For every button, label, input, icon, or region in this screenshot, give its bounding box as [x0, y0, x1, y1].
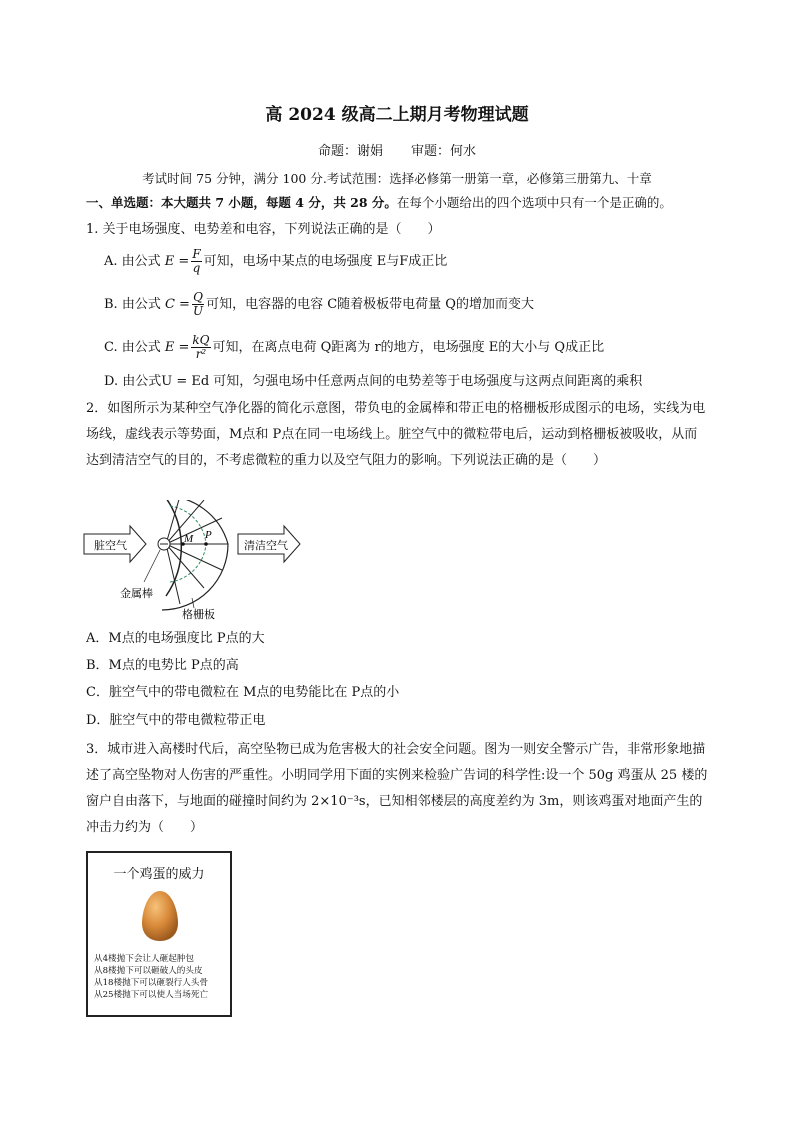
- q2-stem: 2．如图所示为某种空气净化器的简化示意图，带负电的金属棒和带正电的格栅板形成图示的电场，实线为电场线，虚线表示等势面，M点和 P点在同一电场线上。脏空气中的微粒带电后，运动到格栅板被吸收，从而达到清洁空气的目的，不考虑微粒的重力以及空气阻力的影响。下列说法正确的是（ ）: [86, 401, 706, 468]
- q1-option-a: A. 由公式 E = $\frac{F}{q}$ 可知，电场中某点的电场强度 E与F成正比: [104, 247, 448, 275]
- q1-stem: 1. 关于电场强度、电势差和电容，下列说法正确的是（ ）: [86, 222, 441, 237]
- q2-option-a: A．M点的电场强度比 P点的大: [86, 631, 265, 646]
- poster-line: 从25楼抛下可以使人当场死亡: [94, 990, 209, 1000]
- q1-option-b: B. 由公式 C = $\frac{Q}{U}$ 可知，电容器的电容 C随着极板带电荷量 Q的增加而变大: [104, 290, 534, 318]
- q3-stem: 3．城市进入高楼时代后，高空坠物已成为危害极大的社会安全问题。图为一则安全警示广告，非常形象地描述了高空坠物对人伤害的严重性。小明同学用下面的实例来检验广告词的科学性:设一个 50g 鸡蛋从 25 楼的窗户自由落下，与地面的碰撞时间约为 2×10⁻³s，已知相邻楼层的高度差约为 3m，则该鸡蛋对地面产生的冲击力约为（ ）: [86, 742, 708, 835]
- clean-air-label: 清洁空气: [244, 540, 288, 552]
- q1-option-d: D. 由公式U = Ed 可知，匀强电场中任意两点间的电势差等于电场强度与这两点间距离的乘积: [104, 374, 643, 389]
- section-label: 一、单选题：: [86, 195, 162, 210]
- air-purifier-diagram: [80, 500, 310, 630]
- reviewer: 审题：何水: [411, 144, 477, 159]
- author-line: [0, 143, 794, 161]
- section-text: 本大题共 7 小题，每题 4 分，共 28 分。: [161, 195, 397, 210]
- egg-icon: [140, 889, 180, 943]
- rod-label: 金属棒: [120, 588, 153, 600]
- exam-title: 高 2024 级高二上期月考物理试题: [265, 105, 529, 125]
- author: 命题：谢娟: [317, 144, 383, 159]
- fraction: $\frac{kQ}{\text{r²}}$: [192, 333, 210, 361]
- grid-label: 格栅板: [182, 609, 215, 621]
- point-m-label: M: [184, 533, 194, 545]
- q1-option-c: C. 由公式 E = $\frac{kQ}{\text{r²}}$ 可知，在离点电荷 Q距离为 r的地方，电场强度 E的大小与 Q成正比: [104, 333, 605, 361]
- section-tail: 在每个小题给出的四个选项中只有一个是正确的。: [396, 195, 672, 210]
- point-p-label: P: [205, 529, 212, 541]
- poster-line: 从8楼抛下可以砸破人的头皮: [94, 966, 203, 976]
- q2-option-b: B．M点的电势比 P点的高: [86, 658, 239, 673]
- egg-warning-poster: [86, 851, 232, 1017]
- poster-line: 从18楼抛下可以砸裂行人头骨: [94, 978, 209, 988]
- fraction: $\frac{F}{q}$: [192, 247, 201, 275]
- q2-option-c: C．脏空气中的带电微粒在 M点的电势能比在 P点的小: [86, 685, 400, 700]
- dirty-air-label: 脏空气: [94, 540, 127, 552]
- exam-info: 考试时间 75 分钟，满分 100 分.考试范围：选择必修第一册第一章，必修第三册第九、十章: [142, 171, 652, 186]
- poster-caption: 一个鸡蛋的威力: [113, 867, 205, 882]
- poster-lines: [94, 953, 208, 1001]
- section-heading: [86, 194, 672, 212]
- q2-option-d: D．脏空气中的带电微粒带正电: [86, 713, 266, 728]
- fraction: $\frac{Q}{U}$: [192, 290, 204, 318]
- poster-line: 从4楼抛下会让人砸起肿包: [94, 954, 194, 964]
